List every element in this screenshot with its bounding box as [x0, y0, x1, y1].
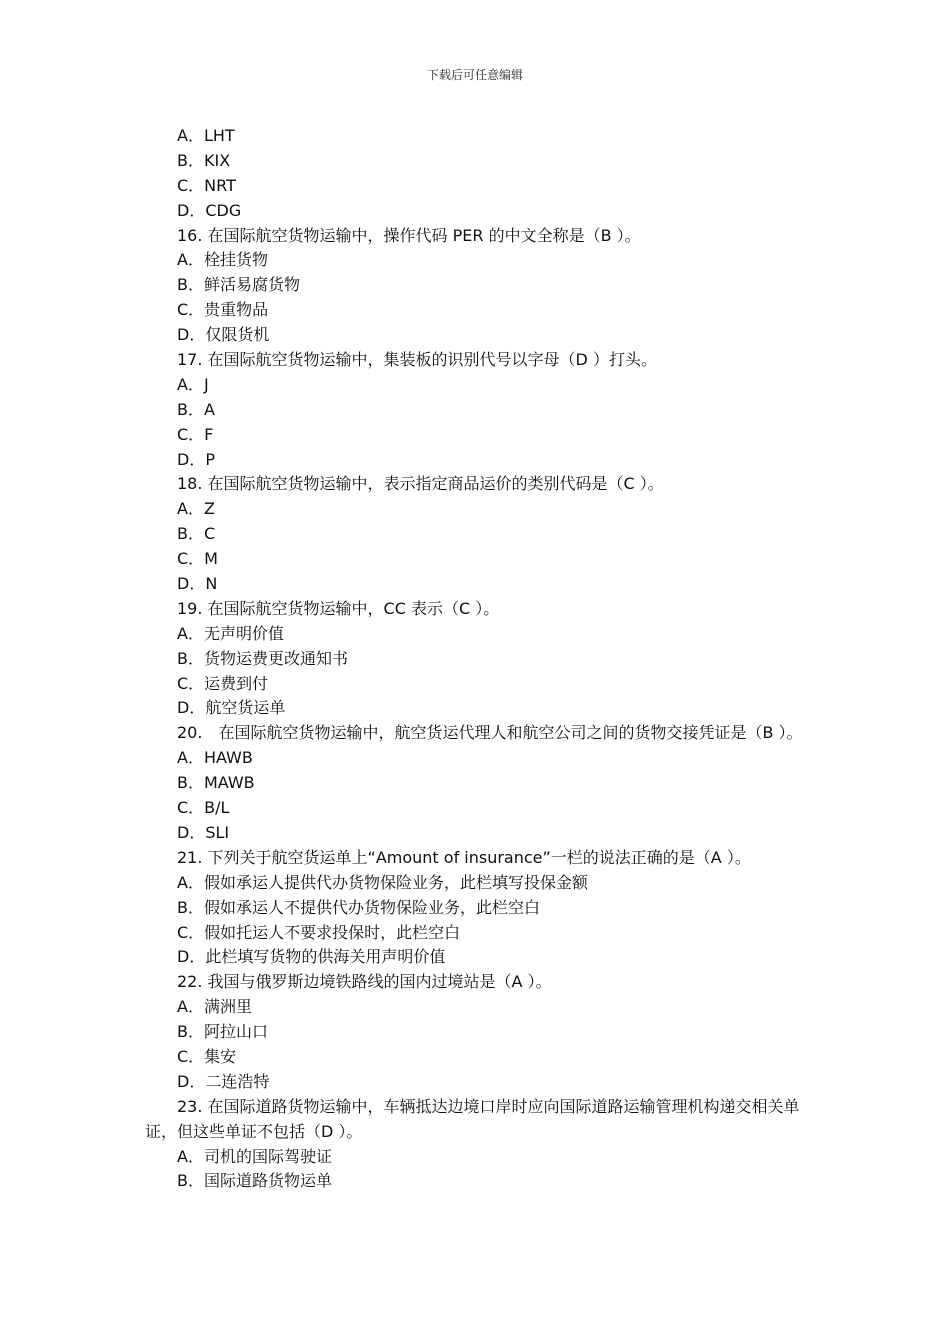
text-line: D．SLI	[177, 822, 230, 842]
text-line: A．HAWB	[177, 748, 253, 768]
text-line: A．满洲里	[177, 997, 252, 1017]
text-line: B．KIX	[177, 150, 231, 170]
text-line: B．国际道路货物运单	[177, 1171, 332, 1191]
text-line: A．无声明价值	[177, 623, 284, 643]
text-line: B．A	[177, 399, 215, 419]
text-line: B．阿拉山口	[177, 1022, 268, 1042]
text-line: 16. 在国际航空货物运输中，操作代码 PER 的中文全称是（B ）。	[177, 225, 641, 245]
text-line: B．假如承运人不提供代办货物保险业务，此栏空白	[177, 897, 540, 917]
text-line: B．MAWB	[177, 773, 255, 793]
text-line: D．CDG	[177, 200, 242, 220]
text-line: D．此栏填写货物的供海关用声明价值	[177, 947, 446, 967]
text-line: A．栓挂货物	[177, 250, 268, 270]
text-line: C．M	[177, 549, 218, 569]
text-line: C．集安	[177, 1046, 237, 1066]
question-block-20-22	[145, 746, 810, 1094]
text-line: B．货物运费更改通知书	[177, 648, 348, 668]
text-line: A．假如承运人提供代办货物保险业务，此栏填写投保金额	[177, 872, 588, 892]
text-line: A．LHT	[177, 126, 235, 145]
text-line: 17. 在国际航空货物运输中，集装板的识别代号以字母（D ）打头。	[177, 350, 657, 370]
question-23: 23. 在国际道路货物运输中，车辆抵达边境口岸时应向国际道路运输管理机构递交相关单证，但这些单证不包括（D ）。	[145, 1096, 800, 1141]
text-line: A．司机的国际驾驶证	[177, 1146, 332, 1166]
text-line: D．航空货运单	[177, 698, 286, 718]
text-line: C．假如托运人不要求投保时，此栏空白	[177, 922, 461, 942]
text-line: 18. 在国际航空货物运输中，表示指定商品运价的类别代码是（C ）。	[177, 474, 664, 494]
text-line: 19. 在国际航空货物运输中，CC 表示（C ）。	[177, 598, 500, 618]
text-line: 22. 我国与俄罗斯边境铁路线的国内过境站是（A ）。	[177, 972, 552, 992]
text-line: D．二连浩特	[177, 1071, 270, 1091]
page-header: 下载后可任意编辑	[426, 68, 523, 82]
text-line: C．F	[177, 424, 214, 444]
text-line: 21. 下列关于航空货运单上“Amount of insurance”一栏的说法正确的是（A ）。	[177, 847, 751, 867]
text-line: D．P	[177, 449, 215, 469]
text-line: A．Z	[177, 499, 215, 519]
text-line: D．仅限货机	[177, 325, 270, 345]
text-line: C．B/L	[177, 798, 230, 818]
text-line: C．NRT	[177, 175, 236, 195]
question-block-15-19	[145, 124, 810, 721]
question-block-23	[145, 1145, 810, 1195]
text-line: D．N	[177, 574, 218, 594]
text-line: A．J	[177, 374, 209, 394]
text-line: C．运费到付	[177, 673, 269, 693]
text-line: C．贵重物品	[177, 300, 269, 320]
question-20: 20. 在国际航空货物运输中，航空货运代理人和航空公司之间的货物交接凭证是（B ）。	[177, 723, 803, 743]
text-line: B．鲜活易腐货物	[177, 275, 300, 295]
text-line: B．C	[177, 524, 216, 544]
document-body	[145, 124, 810, 1194]
